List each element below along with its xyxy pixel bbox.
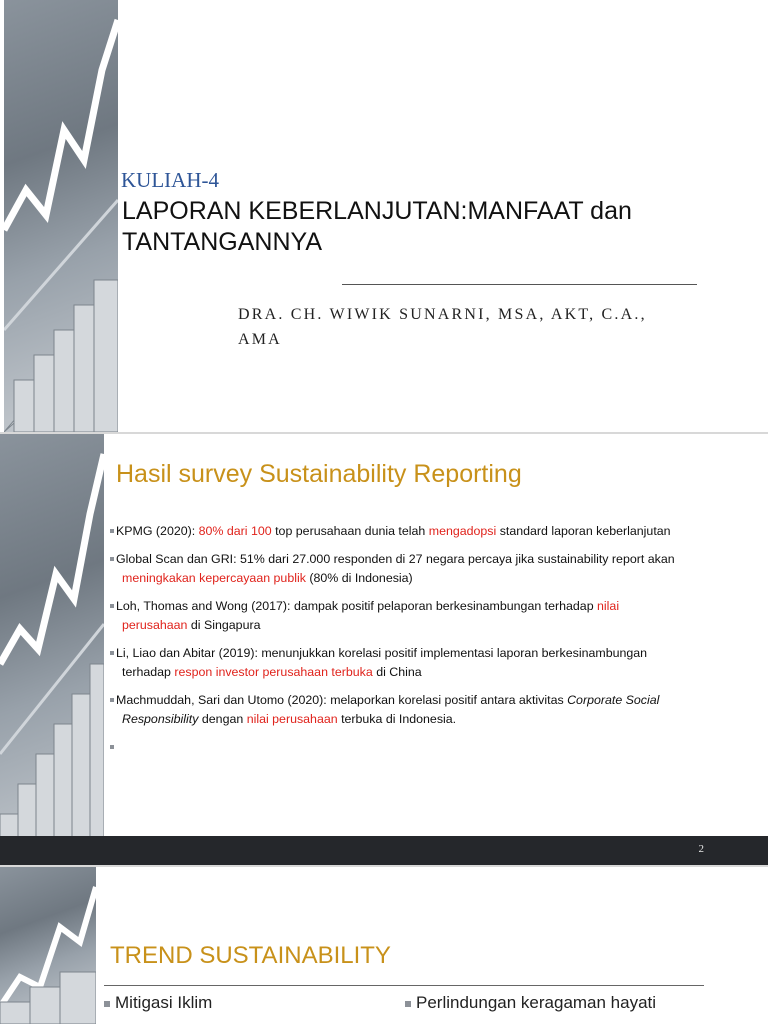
bullet-text-line	[116, 710, 760, 729]
bullet-square-icon	[110, 529, 114, 533]
bullet-text-line	[116, 646, 647, 660]
author-name	[238, 302, 708, 352]
survey-bullet-item	[110, 691, 760, 729]
bullet-text-line	[116, 616, 760, 635]
bullet-text: Machmuddah, Sari dan Utomo (2020): melaporkan korelasi positif antara aktivitas	[116, 693, 568, 707]
bullet-text: terhadap	[122, 665, 175, 679]
title-line-2: TANTANGANNYA	[122, 228, 323, 256]
staircase-arrow-image	[0, 434, 104, 865]
survey-bullet-item	[110, 597, 760, 635]
title-line-1: LAPORAN KEBERLANJUTAN:MANFAAT dan	[122, 197, 632, 225]
slide-trend	[0, 867, 768, 1024]
course-label: KULIAH-4	[121, 168, 219, 192]
bullet-text-line	[116, 663, 760, 682]
bullet-square-icon	[104, 1001, 110, 1007]
bullet-text-line	[116, 569, 760, 588]
slide-title	[0, 0, 768, 432]
bullet-text: top perusahaan dunia telah	[271, 524, 429, 538]
bullet-text: (80% di Indonesia)	[305, 571, 413, 585]
bullet-square-icon	[110, 745, 114, 749]
bullet-text: Li, Liao dan Abitar (2019): menunjukkan korelasi positif implementasi laporan berkesinambungan	[116, 646, 648, 660]
bullet-square-icon	[110, 604, 114, 608]
bullet-text: Mitigasi Iklim	[115, 993, 213, 1012]
survey-bullet-item	[110, 522, 760, 541]
bullet-text: di Singapura	[187, 618, 261, 632]
bullet-text: Global Scan dan GRI: 51% dari 27.000 responden di 27 negara percaya jika sustainability report akan	[116, 552, 675, 566]
bullet-text-line	[116, 693, 659, 707]
bullet-square-icon	[110, 557, 114, 561]
author-line-2: AMA	[238, 331, 282, 348]
bullet-text: terbuka di Indonesia.	[337, 712, 457, 726]
slide-title-text	[122, 196, 682, 258]
slide-survey	[0, 434, 768, 865]
divider-line	[342, 284, 697, 285]
bullet-text-line	[116, 599, 619, 613]
italic-text: Responsibility	[122, 712, 199, 726]
highlighted-text: meningkakan kepercayaan publik	[122, 571, 306, 585]
bullet-text: dengan	[198, 712, 247, 726]
survey-bullet-item	[110, 550, 760, 588]
highlighted-text: nilai	[597, 599, 620, 613]
slide-heading: TREND SUSTAINABILITY	[110, 942, 391, 969]
highlighted-text: perusahaan	[122, 618, 188, 632]
bullet-text: KPMG (2020):	[116, 524, 199, 538]
highlighted-text: 80% dari 100	[198, 524, 272, 538]
italic-text: Corporate Social	[567, 693, 660, 707]
slide-footer-bar	[0, 836, 768, 865]
divider-line	[104, 985, 704, 986]
highlighted-text: nilai perusahaan	[246, 712, 338, 726]
slide-heading: Hasil survey Sustainability Reporting	[116, 460, 522, 488]
bullet-square-icon	[405, 1001, 411, 1007]
bullet-text: standard laporan keberlanjutan	[496, 524, 671, 538]
page-number: 2	[698, 843, 704, 855]
bullet-text-line	[116, 552, 675, 566]
staircase-arrow-image	[0, 867, 96, 1024]
bullet-keragaman-hayati	[405, 993, 656, 1013]
bullet-mitigasi-iklim	[104, 993, 212, 1013]
highlighted-text: mengadopsi	[428, 524, 497, 538]
bullet-text-line	[116, 524, 671, 538]
bullet-text: Loh, Thomas and Wong (2017): dampak positif pelaporan berkesinambungan terhadap	[116, 599, 598, 613]
bullet-square-icon	[110, 651, 114, 655]
bullet-text: di China	[372, 665, 422, 679]
bullet-text: Perlindungan keragaman hayati	[416, 993, 657, 1012]
survey-bullet-list	[110, 522, 760, 738]
author-line-1: DRA. CH. WIWIK SUNARNI, MSA, AKT, C.A.,	[238, 306, 647, 323]
bullet-square-icon	[110, 698, 114, 702]
highlighted-text: respon investor perusahaan terbuka	[174, 665, 373, 679]
survey-bullet-item	[110, 644, 760, 682]
staircase-arrow-image	[4, 0, 118, 432]
